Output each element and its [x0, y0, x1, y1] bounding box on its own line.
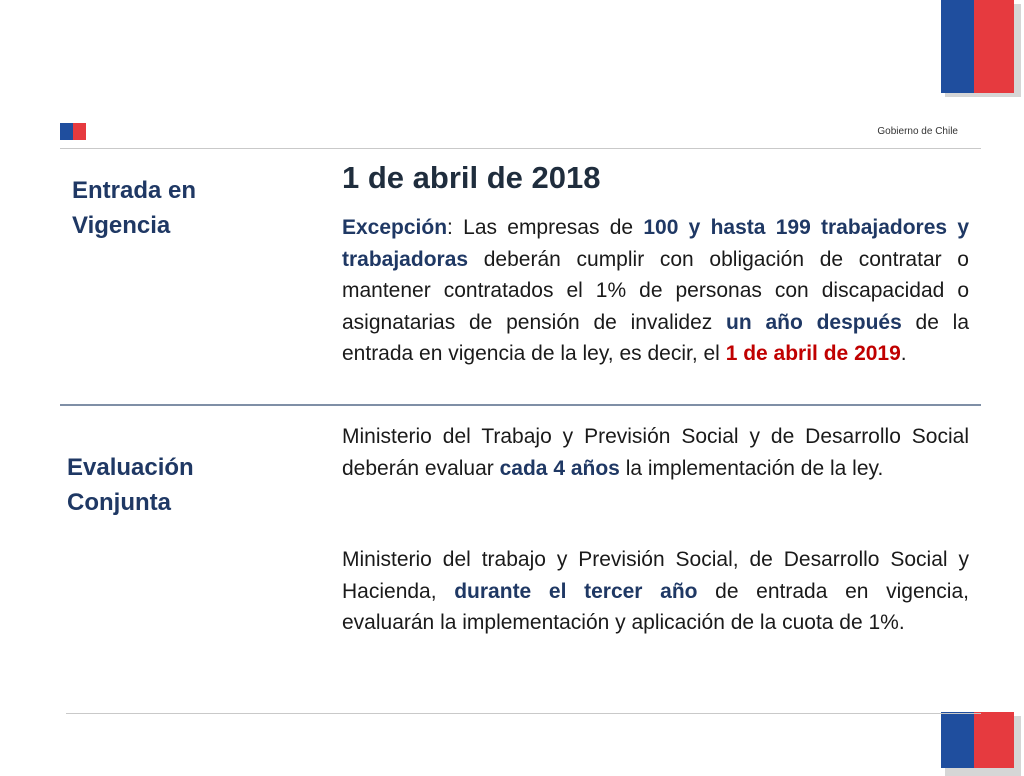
gobierno-label: Gobierno de Chile	[877, 126, 958, 137]
divider-bottom	[66, 713, 981, 714]
effective-date-heading: 1 de abril de 2018	[342, 160, 601, 195]
highlight-blue: 100 y hasta 199 trabajadores y trabajadoras	[342, 216, 970, 271]
flag-logo-top-right	[941, 0, 1021, 97]
highlight-blue: durante el tercer año	[454, 579, 698, 603]
flag-logo-small	[60, 123, 86, 140]
excepcion-word: Excepción	[342, 216, 448, 239]
label-line: Conjunta	[67, 489, 171, 516]
section-label-entrada-vigencia	[72, 173, 312, 243]
label-line: Evaluación	[67, 454, 194, 481]
text-run: Ministerio del trabajo y Previsión Social, de Desarrollo Social y Hacienda,	[342, 548, 969, 603]
label-line: Entrada en	[72, 177, 197, 204]
text-run: .	[900, 342, 907, 365]
text-run: : Las empresas de	[447, 216, 644, 239]
evaluation-paragraph-2	[342, 544, 969, 639]
flag-logo-bottom-right	[941, 712, 1021, 768]
highlight-red: 1 de abril de 2019	[725, 342, 901, 365]
text-run: de la entrada en vigencia de la ley, es decir, el	[342, 310, 969, 365]
text-run: Ministerio del Trabajo y Previsión Social y de Desarrollo Social deberán evaluar	[342, 425, 969, 480]
highlight-blue: cada 4 años	[499, 456, 620, 480]
divider-top	[60, 148, 981, 149]
evaluation-paragraph-1	[342, 421, 969, 484]
text-run: de entrada en vigencia, evaluarán la implementación y aplicación de la cuota de 1%.	[342, 579, 969, 634]
label-line: Vigencia	[72, 212, 171, 239]
exception-paragraph	[342, 212, 969, 370]
text-run: deberán cumplir con obligación de contratar o mantener contratados el 1% de personas con discapacidad o asignatarias de pensión de invalidez	[342, 247, 969, 334]
divider-middle	[60, 404, 981, 406]
section-label-evaluacion-conjunta	[67, 450, 307, 520]
text-run: la implementación de la ley.	[619, 456, 884, 480]
highlight-blue: un año después	[726, 310, 902, 334]
